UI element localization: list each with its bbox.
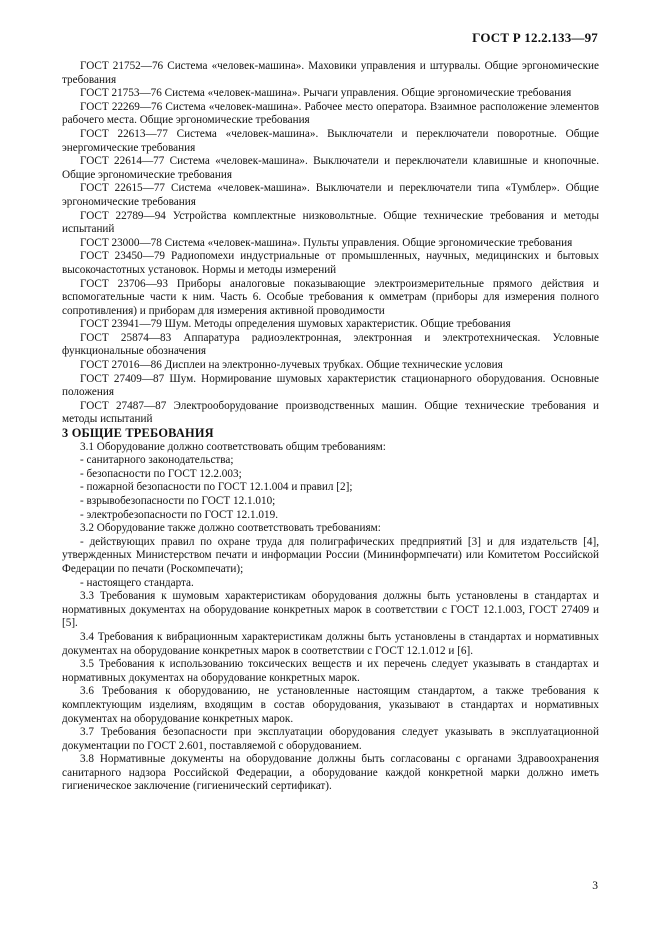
section-title: 3 ОБЩИЕ ТРЕБОВАНИЯ xyxy=(62,426,214,441)
reference-item: ГОСТ 21753—76 Система «человек-машина». Рычаги управления. Общие эргономические требования xyxy=(80,87,572,100)
section-paragraph: - санитарного законодательства; xyxy=(80,454,234,467)
section-paragraph: 3.7 Требования безопасности при эксплуатации оборудования следует указывать в эксплуатационной документации по ГОСТ 2.601, поставляемой с оборудованием. xyxy=(62,726,599,752)
reference-item: ГОСТ 22613—77 Система «человек-машина». Выключатели и переключатели поворотные. Общие энергомические требования xyxy=(62,127,599,154)
section-paragraph: 3.1 Оборудование должно соответствовать общим требованиям: xyxy=(80,440,386,453)
section-paragraph: - взрывобезопасности по ГОСТ 12.1.010; xyxy=(80,495,276,507)
reference-item: ГОСТ 23000—78 Система «человек-машина». Пульты управления. Общие эргономические требования xyxy=(80,236,573,249)
reference-item: ГОСТ 21752—76 Система «человек-машина». Маховики управления и штурвалы. Общие эргономические требования xyxy=(62,60,599,86)
section-paragraph: - безопасности по ГОСТ 12.2.003; xyxy=(80,467,242,480)
section-paragraph: 3.4 Требования к вибрационным характеристикам должны быть установлены в стандартах и нормативных документах на оборудование конкретных марок в соответствии с ГОСТ 12.1.012 и [6]. xyxy=(62,630,599,657)
document-header: ГОСТ Р 12.2.133—97 xyxy=(472,30,598,45)
page-content xyxy=(62,60,599,794)
reference-item: ГОСТ 27409—87 Шум. Нормирование шумовых характеристик стационарного оборудования. Основные положения xyxy=(62,372,599,399)
reference-item: ГОСТ 23706—93 Приборы аналоговые показывающие электроизмерительные прямого действия и вспомогательные части к ним. Часть 6. Особые требования к омметрам (приборы для измерения полного сопротивления) и приборам для измерения активной проводимости xyxy=(62,277,599,317)
reference-item: ГОСТ 27487—87 Электрооборудование производственных машин. Общие технические требования и методы испытаний xyxy=(62,399,599,426)
section-paragraph: - действующих правил по охране труда для полиграфических предприятий [3] и для издательств [4], утвержденных Министерством печати и информации России (Мининформпечати) или Комитетом Российской Федерации по печати (Роскомпечати); xyxy=(62,535,599,575)
reference-item: ГОСТ 23941—79 Шум. Методы определения шумовых характеристик. Общие требования xyxy=(80,318,511,331)
reference-item: ГОСТ 22615—77 Система «человек-машина». Выключатели и переключатели типа «Тумблер». Общие эргономические требования xyxy=(62,182,599,208)
reference-item: ГОСТ 22789—94 Устройства комплектные низковольтные. Общие технические требования и методы испытаний xyxy=(62,209,599,236)
section-body xyxy=(62,441,599,794)
reference-item: ГОСТ 23450—79 Радиопомехи индустриальные от промышленных, научных, медицинских и бытовых высокочастотных установок. Нормы и методы измерений xyxy=(62,250,599,276)
reference-item: ГОСТ 22269—76 Система «человек-машина». Рабочее место оператора. Взаимное расположение элементов рабочего места. Общие эргономические требования xyxy=(62,100,599,127)
section-paragraph: 3.6 Требования к оборудованию, не установленные настоящим стандартом, а также требования к комплектующим изделиям, входящим в состав оборудования, указывают в стандартах и нормативных документах на оборудование конкретных марок. xyxy=(62,685,599,725)
section-paragraph: 3.5 Требования к использованию токсических веществ и их перечень следует указывать в стандартах и нормативных документах на оборудование конкретных марок. xyxy=(62,658,599,684)
section-paragraph: 3.3 Требования к шумовым характеристикам оборудования должны быть установлены в стандартах и нормативных документах на оборудование конкретных марок в соответствии с ГОСТ 12.1.003, ГОСТ 27409 и [5]. xyxy=(62,590,599,630)
section-paragraph: - пожарной безопасности по ГОСТ 12.1.004 и правил [2]; xyxy=(80,481,353,494)
section-paragraph: 3.8 Нормативные документы на оборудование должны быть согласованы с органами Здравоохранения санитарного надзора Российской Федерации, а оборудование каждой конкретной марки должно иметь гигиеническое заключение (гигиенический сертификат). xyxy=(62,753,599,793)
section-paragraph: 3.2 Оборудование также должно соответствовать требованиям: xyxy=(80,522,381,535)
reference-item: ГОСТ 25874—83 Аппаратура радиоэлектронная, электронная и электротехническая. Условные функциональные обозначения xyxy=(62,331,599,358)
page-number: 3 xyxy=(592,880,598,892)
section-paragraph: - настоящего стандарта. xyxy=(80,576,194,589)
references-list xyxy=(62,60,599,427)
reference-item: ГОСТ 22614—77 Система «человек-машина». Выключатели и переключатели клавишные и кнопочные. Общие эргономические требования xyxy=(62,155,599,181)
section-paragraph: - электробезопасности по ГОСТ 12.1.019. xyxy=(80,508,279,521)
reference-item: ГОСТ 27016—86 Дисплеи на электронно-лучевых трубках. Общие технические условия xyxy=(80,359,503,372)
